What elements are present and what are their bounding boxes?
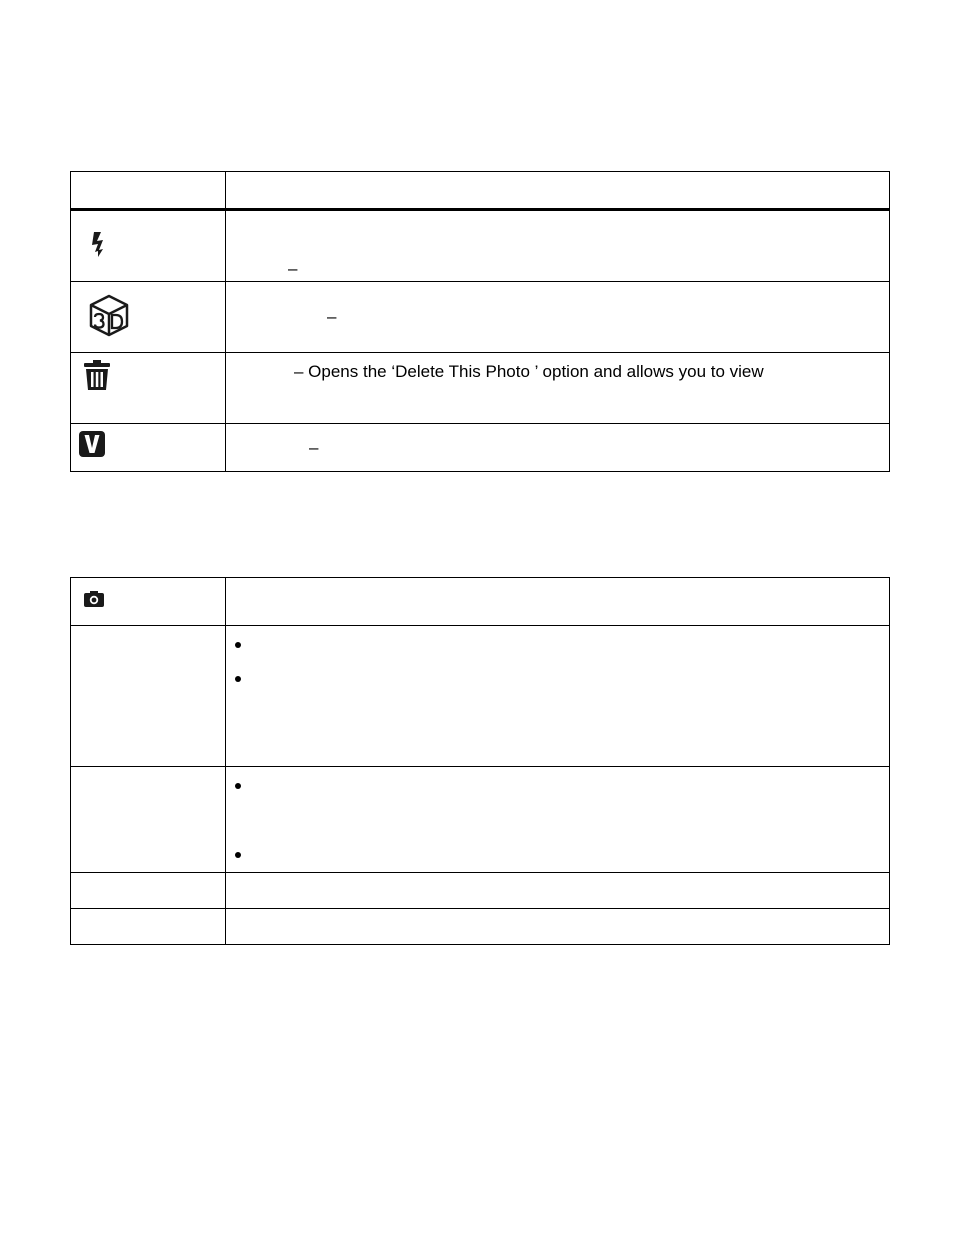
table-header-row	[71, 172, 890, 210]
description-cell	[226, 210, 890, 282]
icon-cell	[71, 424, 226, 472]
bullet	[235, 783, 241, 789]
separator-dash: –	[327, 307, 337, 326]
description-cell	[226, 873, 890, 909]
v-badge-icon	[78, 430, 106, 458]
playback-icons-table	[70, 171, 890, 472]
header-cell-icon	[71, 172, 226, 210]
label-cell	[71, 626, 226, 767]
trash-icon	[83, 359, 111, 391]
table-row-delete	[71, 353, 890, 424]
description-cell	[226, 626, 890, 767]
description-cell	[226, 767, 890, 873]
table-row	[71, 767, 890, 873]
table-row-flash	[71, 210, 890, 282]
header-cell-description	[226, 172, 890, 210]
label-cell	[71, 873, 226, 909]
description-cell	[226, 424, 890, 472]
3d-cube-icon	[87, 293, 131, 337]
camera-icon	[83, 590, 105, 608]
header-cell-description	[226, 578, 890, 626]
description-cell	[226, 909, 890, 945]
bullet	[235, 642, 241, 648]
bullet	[235, 676, 241, 682]
label-cell	[71, 767, 226, 873]
icon-cell	[71, 210, 226, 282]
description-cell	[226, 282, 890, 353]
table-row	[71, 909, 890, 945]
table-row	[71, 873, 890, 909]
separator-dash: –	[288, 259, 298, 278]
label-cell	[71, 909, 226, 945]
delete-description: – Opens the ‘Delete This Photo ’ option and allows you to view	[294, 362, 764, 381]
table-row	[71, 626, 890, 767]
table-header-row	[71, 578, 890, 626]
separator-dash: –	[309, 438, 319, 457]
capture-options-table	[70, 577, 890, 945]
icon-cell	[71, 282, 226, 353]
description-cell	[226, 353, 890, 424]
header-cell-icon	[71, 578, 226, 626]
bullet	[235, 852, 241, 858]
table-row-v	[71, 424, 890, 472]
flash-icon	[90, 229, 116, 259]
icon-cell	[71, 353, 226, 424]
table-row-3d	[71, 282, 890, 353]
